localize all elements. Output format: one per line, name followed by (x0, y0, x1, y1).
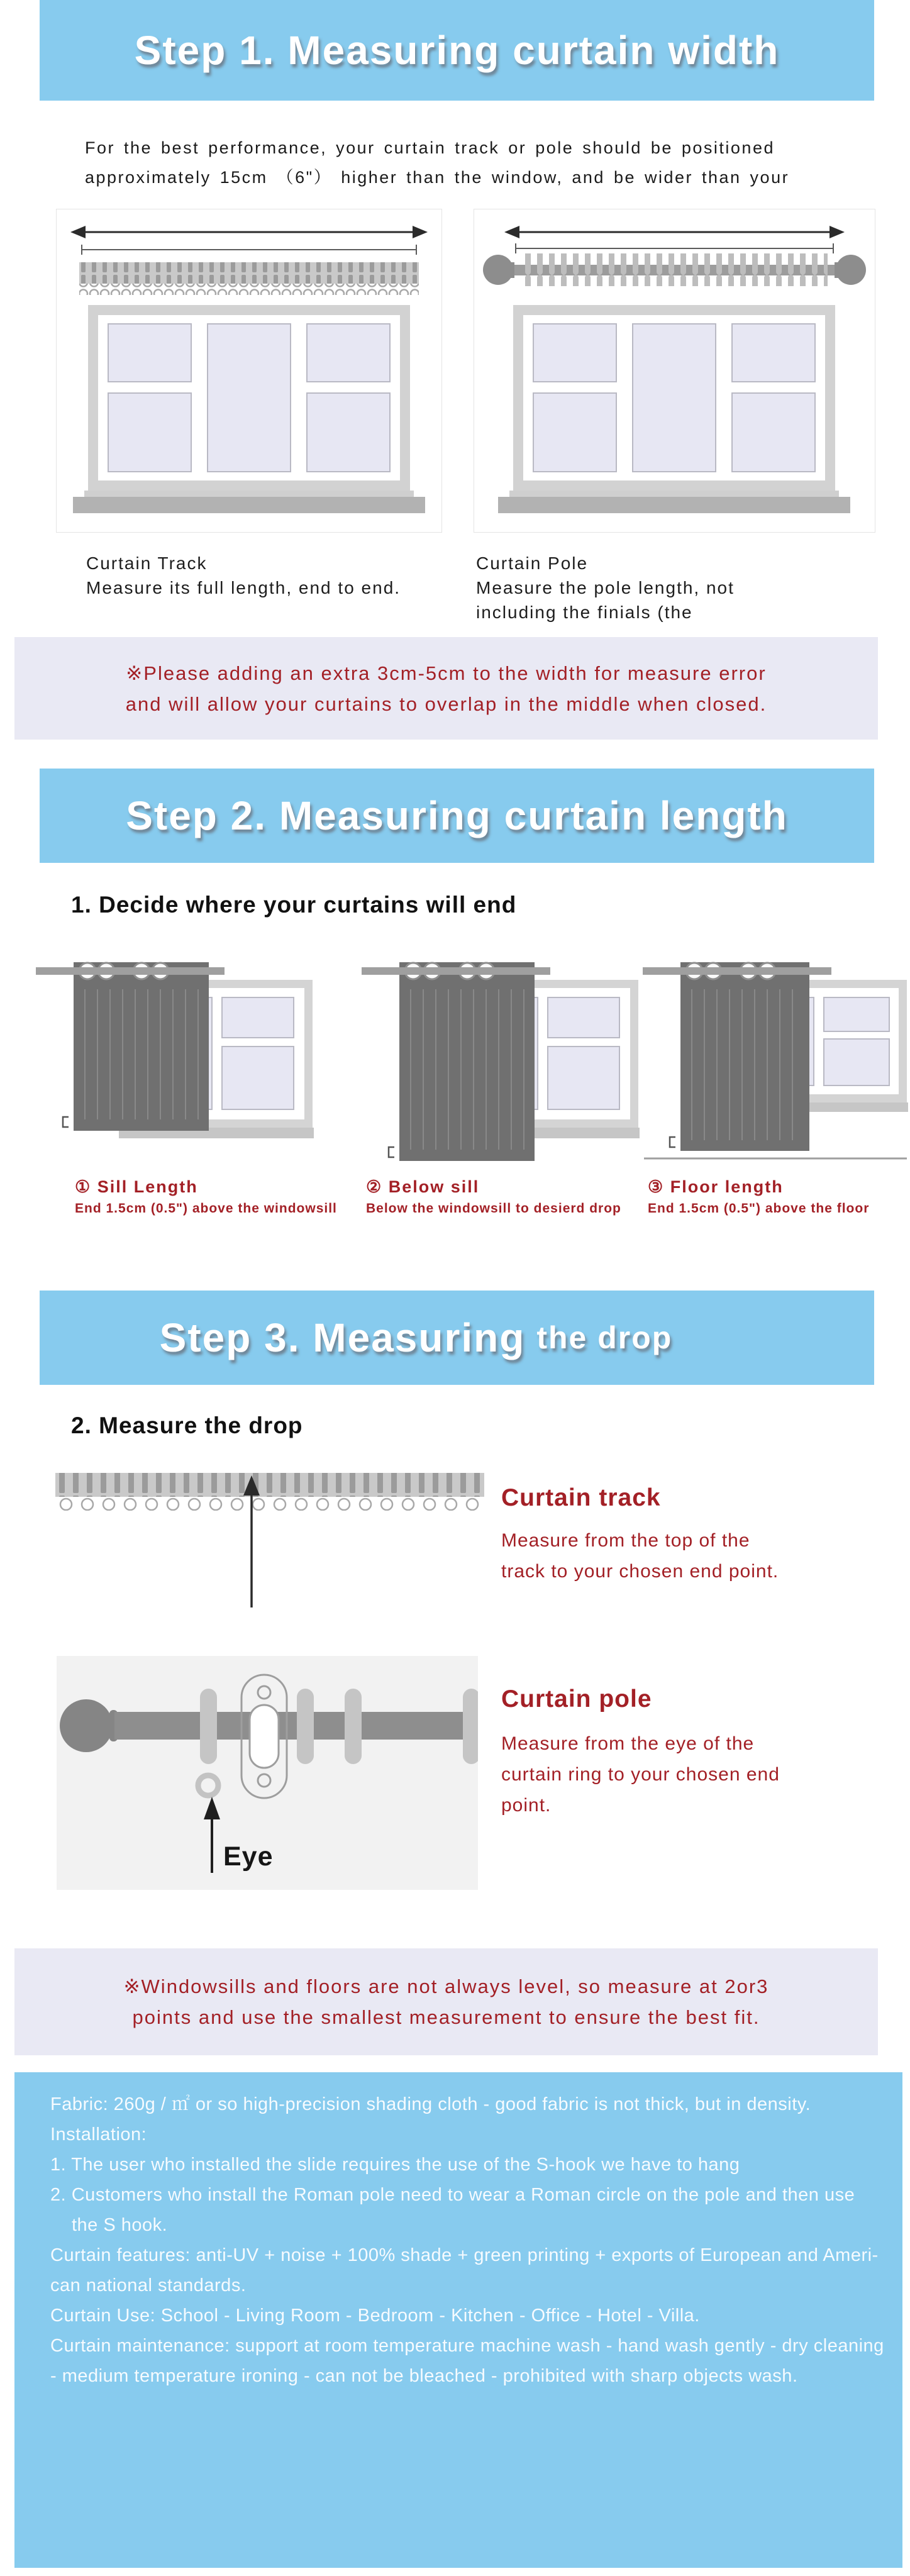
footer-line: Installation: (50, 2124, 147, 2145)
eye-label: Eye (223, 1841, 274, 1872)
width-measure-arrow (70, 226, 428, 255)
note2-line2: points and use the smallest measurement to ensure the best fit. (132, 2006, 760, 2028)
pole-body-line1: Measure from the eye of the (501, 1733, 755, 1754)
track-caption-body: Measure its full length, end to end. (86, 578, 401, 597)
floor-length-diagram (643, 961, 910, 1169)
sill-length-illustration (36, 961, 319, 1169)
curtain-pole-bar (483, 253, 866, 286)
measure-end-bracket (63, 1117, 69, 1127)
intro-line-2: approximately 15cm （6"） higher than the window, and be wider than your (85, 168, 790, 187)
footer-line: 1. The user who installed the slide requires the use of the S-hook we have to hang (50, 2155, 740, 2175)
footer-line: Fabric: 260g / ㎡ or so high-precision shading cloth - good fabric is not thick, but in density. (50, 2094, 811, 2114)
pole-body-line3: point. (501, 1795, 552, 1816)
window (498, 305, 850, 513)
curtain (36, 962, 225, 1131)
footer-line: 2. Customers who install the Roman pole need to wear a Roman circle on the pole and then use (50, 2185, 855, 2205)
level-measure-note (14, 1948, 878, 2055)
step3-title-main: Step 3. Measuring (159, 1315, 526, 1360)
width-measure-arrow (504, 226, 845, 253)
curtain-track-window-illustration (56, 209, 442, 533)
step1-title: Step 1. Measuring curtain width (134, 28, 780, 73)
below-sill-diagram (362, 961, 645, 1169)
curtain-track-diagram (57, 209, 441, 532)
track-drop-diagram (55, 1470, 484, 1615)
panel3-label: ③ Floor length (648, 1177, 784, 1196)
panel1-caption: End 1.5cm (0.5") above the windowsill (75, 1201, 337, 1216)
pole-caption-line1: Measure the pole length, not (476, 578, 735, 597)
step3-subheading: 2. Measure the drop (71, 1413, 303, 1438)
track-rings (55, 1497, 484, 1511)
panel1-label: ① Sill Length (75, 1177, 198, 1196)
step1-intro (85, 133, 789, 192)
track-caption-title: Curtain Track (86, 553, 208, 573)
pole-caption (476, 551, 735, 625)
curtain-track-body (501, 1525, 779, 1587)
footer-line: Curtain Use: School - Living Room - Bedroom - Kitchen - Office - Hotel - Villa. (50, 2306, 700, 2326)
note2-line1: ※Windowsills and floors are not always level, so measure at 2or3 (123, 1975, 769, 1997)
panel2-caption: Below the windowsill to desierd drop (366, 1201, 621, 1216)
panel3-caption: End 1.5cm (0.5") above the floor (648, 1201, 870, 1216)
width-measure-note (14, 637, 878, 740)
footer-line: can national standards. (50, 2275, 247, 2296)
footer-line: Curtain maintenance: support at room temperature machine wash - hand wash gently - dry cleaning (50, 2336, 884, 2356)
curtain-track-heading: Curtain track (501, 1484, 661, 1511)
step1-banner (40, 0, 874, 101)
footer-line: the S hook. (72, 2215, 168, 2235)
curtain-pole-window-illustration (474, 209, 875, 533)
curtain-track-bar (55, 1473, 484, 1497)
footer-line: - medium temperature ironing - can not be bleached - prohibited with sharp objects wash. (50, 2366, 798, 2386)
product-details-footer (14, 2072, 902, 2568)
sill-length-diagram (36, 961, 319, 1169)
ring-eye (198, 1775, 218, 1796)
pole-body-line2: curtain ring to your chosen end (501, 1764, 780, 1785)
pole-caption-title: Curtain Pole (476, 553, 589, 573)
footer-text (50, 2089, 884, 2391)
curtain-track-bar (79, 262, 419, 295)
track-caption (86, 551, 401, 600)
track-drop-illustration (55, 1470, 484, 1615)
panel2-label: ② Below sill (366, 1177, 480, 1196)
window (73, 305, 425, 513)
curtain (362, 962, 550, 1161)
curtain (643, 962, 831, 1151)
track-body-line1: Measure from the top of the (501, 1530, 750, 1551)
intro-line-1: For the best performance, your curtain track or pole should be positioned (85, 138, 775, 157)
step3-title-small: the drop (536, 1320, 673, 1355)
drop-measure-arrow (243, 1475, 260, 1607)
step2-banner (40, 769, 874, 863)
footer-line: Curtain features: anti-UV + noise + 100% shade + green printing + exports of European and Ameri- (50, 2245, 879, 2265)
below-sill-illustration (362, 961, 645, 1169)
floor-length-illustration (643, 961, 910, 1169)
track-body-line2: track to your chosen end point. (501, 1561, 779, 1582)
curtain-pole-heading: Curtain pole (501, 1685, 652, 1713)
pole-caption-line2: including the finials (the (476, 602, 693, 622)
step2-subheading: 1. Decide where your curtains will end (71, 892, 517, 918)
note1-line2: and will allow your curtains to overlap in the middle when closed. (125, 692, 767, 715)
curtain-pole-body (501, 1728, 780, 1821)
measure-end-bracket (670, 1137, 675, 1147)
step2-title: Step 2. Measuring curtain length (126, 793, 788, 838)
measure-end-bracket (389, 1147, 394, 1157)
curtain-pole-diagram (474, 209, 875, 532)
note1-line1: ※Please adding an extra 3cm-5cm to the width for measure error (126, 662, 767, 684)
eye-pointer-arrow (204, 1797, 220, 1873)
step3-banner (40, 1291, 874, 1385)
